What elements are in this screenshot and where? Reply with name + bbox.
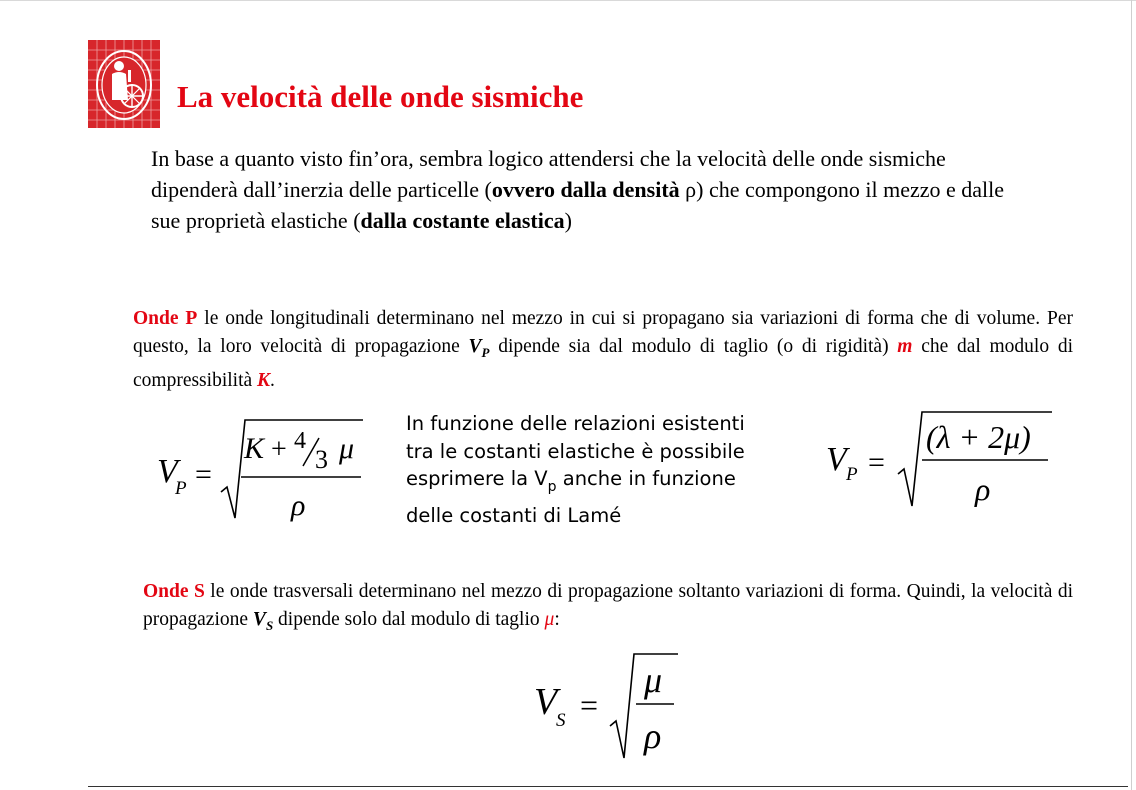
eq-lame-rho: ρ: [975, 471, 991, 507]
note-line-3-sub: p: [547, 479, 557, 495]
p-waves-label: Onde P: [133, 308, 198, 329]
lame-note: [406, 410, 806, 529]
intro-text-3: ): [564, 208, 572, 233]
vs-symbol-v: V: [252, 609, 266, 630]
eq-lame-numerator: (λ + 2μ): [926, 419, 1031, 455]
note-line-2: tra le costanti elastiche è possibile: [406, 439, 745, 463]
eq-lame-v: V: [826, 441, 847, 478]
eq-vs-sub: S: [556, 710, 566, 731]
eq-vp-rho: ρ: [291, 489, 306, 522]
s-waves-text-1: le onde trasversali determinano nel mezzo di propagazione soltanto variazioni di forma. Quindi, la velocità di propagazione: [143, 581, 1074, 630]
eq-vp-k: K: [244, 432, 265, 465]
s-waves-text-3: :: [554, 609, 560, 630]
intro-text-2: ) che compongono il mezzo e dalle sue proprietà elastiche (: [151, 177, 1005, 233]
right-border: [1131, 0, 1132, 790]
eq-lame-equals: =: [868, 446, 885, 479]
vp-symbol-v: V: [468, 336, 482, 357]
vp-equation: [153, 414, 368, 526]
eq-vp-mu: μ: [339, 432, 355, 465]
s-waves-label: Onde S: [143, 581, 205, 602]
eq-vs-v: V: [534, 681, 558, 723]
bottom-divider: [88, 786, 1128, 787]
eq-vp-four: 4: [294, 428, 306, 454]
intro-paragraph: [151, 143, 1021, 236]
note-line-3b: anche in funzione: [556, 467, 736, 490]
university-seal-icon: [88, 40, 160, 128]
p-waves-paragraph: [133, 305, 1073, 395]
rho-symbol: ρ: [685, 177, 697, 202]
vp-symbol-sub: P: [481, 345, 490, 360]
p-waves-text-1: le onde longitudinali determinano nel mezzo in cui si propagano sia variazioni di forma che di volume. Per questo, la loro velocità di propagazione: [133, 308, 1073, 357]
s-waves-text-2: dipende solo dal modulo di taglio: [273, 609, 545, 630]
eq-vp-sub: P: [175, 478, 187, 499]
eq-vp-plus: +: [271, 434, 287, 465]
eq-lame-sub: P: [846, 464, 858, 485]
mu-symbol: μ: [544, 609, 555, 630]
intro-text-1: In base a quanto visto fin’ora, sembra logico attendersi che la velocità delle onde sismiche dipenderà dall’inerzia delle particelle (: [151, 146, 946, 202]
p-waves-text-4: .: [270, 370, 275, 391]
vs-equation: [532, 650, 682, 762]
intro-bold-density: ovvero dalla densità: [491, 177, 680, 202]
university-seal-logo: [88, 40, 160, 128]
eq-vs-rho: ρ: [644, 716, 662, 756]
vs-symbol: [252, 609, 274, 633]
slide-title: La velocità delle onde sismiche: [177, 79, 584, 114]
m-symbol: m: [897, 336, 913, 357]
vp-symbol: [468, 336, 490, 360]
top-border: [0, 0, 1136, 1]
p-waves-text-2: dipende sia dal modulo di taglio (o di rigidità): [489, 336, 898, 357]
eq-vs-mu: μ: [644, 660, 663, 700]
eq-vp-equals: =: [195, 458, 212, 491]
note-line-1: In funzione delle relazioni esistenti: [406, 412, 745, 435]
lame-equation: [822, 408, 1058, 512]
p-waves-text-3: che dal modulo di compressibilità: [133, 336, 1073, 391]
note-line-3a: esprimere la V: [406, 467, 548, 490]
s-waves-paragraph: [143, 578, 1073, 640]
eq-vs-equals: =: [580, 687, 599, 723]
vs-symbol-sub: S: [265, 618, 274, 633]
intro-bold-elastic: dalla costante elastica: [360, 208, 565, 233]
eq-vp-v: V: [157, 453, 178, 490]
eq-vp-three: 3: [315, 445, 328, 474]
k-symbol: K: [257, 370, 271, 391]
note-line-4: delle costanti di Lamé: [406, 503, 622, 527]
